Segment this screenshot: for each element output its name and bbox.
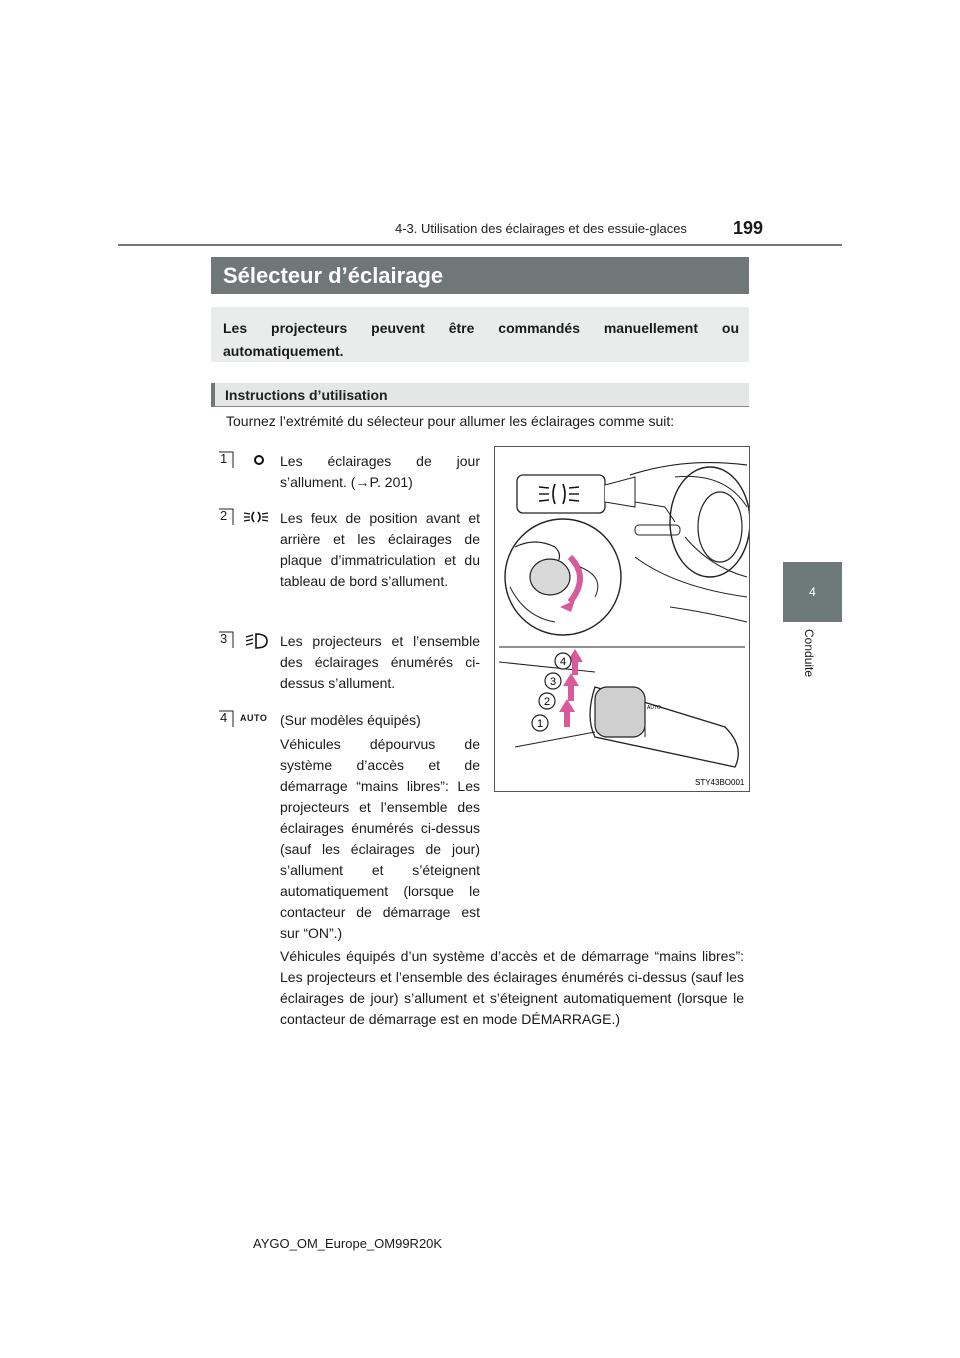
item-text: Les feux de position avant et arrière et les éclairages de plaque d’immatriculation et du tableau de bord s’allument.: [280, 510, 480, 589]
chapter-tab-label: [800, 629, 820, 749]
section-title: Sélecteur d’éclairage: [211, 257, 749, 294]
item-subtext: Véhicules dépourvus de système d’accès et de démarrage “mains libres”: Les projecteurs et l’ensemble des éclairages énumérés ci-dessus (sauf les éclairages de jour) s’allument et s’éteignent automatiquement (lorsque le contacteur de démarrage est sur “ON”.): [280, 736, 480, 941]
item-number: 2: [220, 508, 228, 523]
headlight-icon: [240, 631, 272, 651]
item-subtext: (Sur modèles équipés): [280, 712, 421, 728]
callout-label: 3: [549, 676, 557, 688]
auto-icon: AUTO: [240, 713, 268, 723]
auto-mark: AUTO: [647, 705, 661, 711]
chapter-tab[interactable]: 4: [783, 562, 842, 622]
item-number: 4: [220, 710, 228, 725]
callout-label: 1: [536, 718, 544, 730]
list-item: [218, 710, 480, 940]
list-item: [218, 451, 480, 495]
chapter-title: 4-3. Utilisation des éclairages et des essuie-glaces: [395, 221, 687, 236]
instructions-lead: Tournez l’extrémité du sélecteur pour allumer les éclairages comme suit:: [226, 413, 675, 429]
item-number-frame: [218, 710, 234, 728]
chapter-tab-text: Conduite: [802, 629, 816, 678]
figure-illustration: [494, 446, 750, 792]
list-item: [218, 508, 480, 618]
instructions-heading: Instructions d’utilisation: [211, 383, 749, 407]
list-item: [218, 631, 480, 697]
item-text: Les éclairages de jour s’allument. (→P. 201): [280, 453, 480, 490]
ring-icon: [240, 451, 272, 471]
item-number-frame: [218, 631, 234, 649]
item-number-frame: [218, 508, 234, 526]
light-switch-illustration: [495, 447, 749, 791]
figure-code: STY43BO001: [695, 778, 745, 787]
page-number: 199: [733, 218, 764, 238]
footer-code: AYGO_OM_Europe_OM99R20K: [253, 1236, 443, 1251]
position-lamp-icon: [240, 508, 272, 528]
header-rule: [118, 244, 842, 246]
callout-label: 4: [559, 656, 567, 668]
intro-box: Les projecteurs peuvent être commandés manuellement ou automatiquement.: [211, 307, 749, 362]
item-number: 1: [220, 451, 228, 466]
item-text: Les projecteurs et l’ensemble des éclairages énumérés ci-dessus s’allument.: [280, 633, 480, 691]
item-text: [280, 710, 480, 944]
callout-label: 2: [543, 696, 551, 708]
item-number-frame: [218, 451, 234, 469]
bottom-paragraph: Véhicules équipés d’un système d’accès et de démarrage “mains libres”: Les projecteurs et l’ensemble des éclairages énumérés ci-dessus (sauf les éclairages de jour) s’allument et s’éteignent automatiquement (lorsque le contacteur de démarrage est en mode DÉMARRAGE.): [280, 948, 744, 1027]
item-number: 3: [220, 631, 228, 646]
